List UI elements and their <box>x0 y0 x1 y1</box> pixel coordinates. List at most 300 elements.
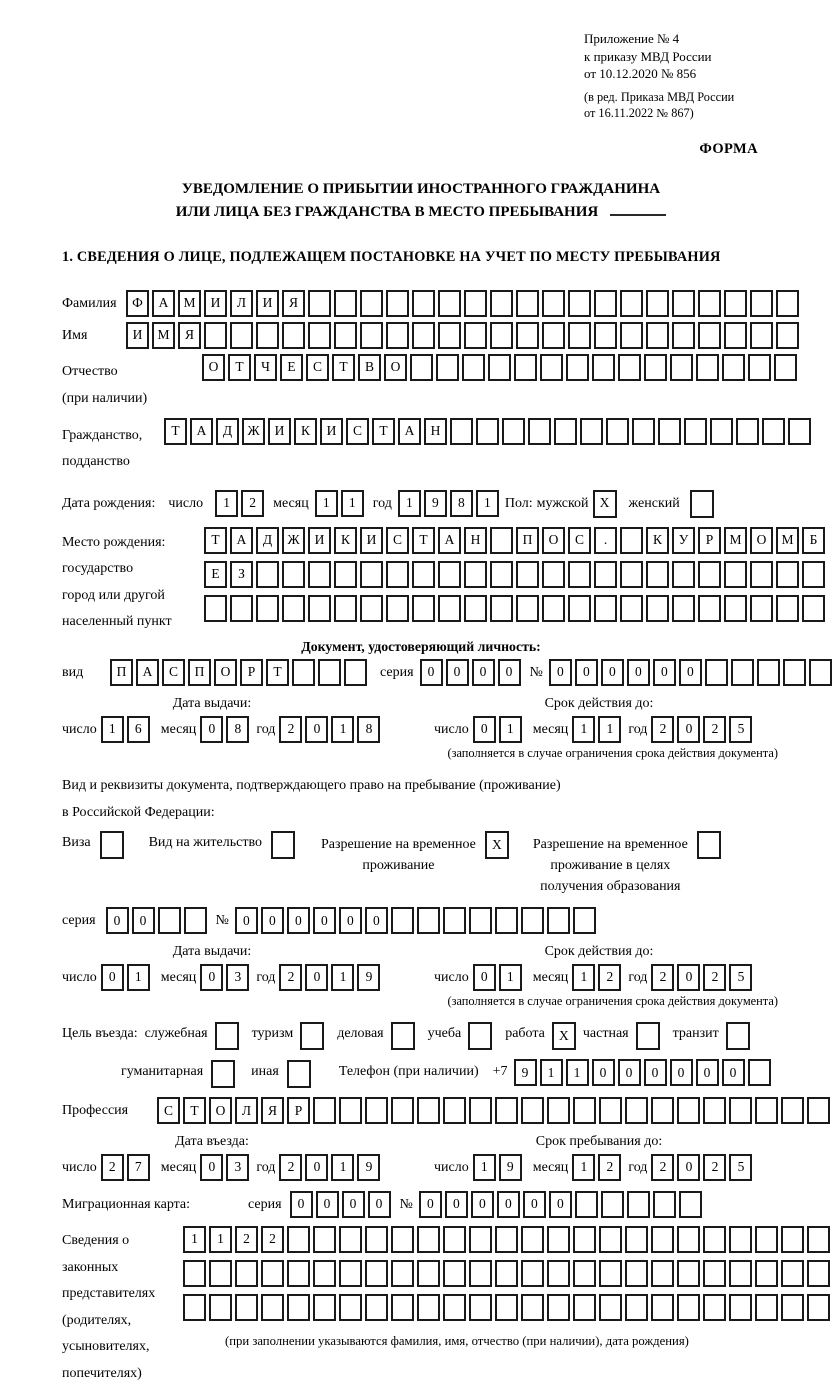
char-cell[interactable] <box>308 561 331 588</box>
char-cell[interactable]: 0 <box>313 907 336 934</box>
char-cell[interactable]: М <box>178 290 201 317</box>
char-cell[interactable] <box>158 907 181 934</box>
char-cell[interactable]: И <box>204 290 227 317</box>
char-cell[interactable]: 0 <box>287 907 310 934</box>
char-cell[interactable] <box>469 1260 492 1287</box>
char-cell[interactable]: Е <box>204 561 227 588</box>
char-cell[interactable] <box>599 1294 622 1321</box>
char-cell[interactable] <box>672 290 695 317</box>
char-cell[interactable] <box>698 561 721 588</box>
char-cell[interactable] <box>568 322 591 349</box>
char-cell[interactable] <box>644 354 667 381</box>
char-cell[interactable] <box>703 1260 726 1287</box>
char-cell[interactable] <box>282 322 305 349</box>
char-cell[interactable]: М <box>776 527 799 554</box>
char-cell[interactable] <box>469 1294 492 1321</box>
char-cell[interactable]: 0 <box>677 716 700 743</box>
char-cell[interactable] <box>313 1294 336 1321</box>
char-cell[interactable] <box>542 595 565 622</box>
char-cell[interactable] <box>547 1226 570 1253</box>
char-cell[interactable] <box>476 418 499 445</box>
char-cell[interactable]: Л <box>230 290 253 317</box>
char-cell[interactable] <box>618 354 641 381</box>
char-cell[interactable]: 8 <box>226 716 249 743</box>
char-cell[interactable]: 1 <box>183 1226 206 1253</box>
char-cell[interactable] <box>521 907 544 934</box>
char-cell[interactable] <box>809 659 832 686</box>
char-cell[interactable]: 2 <box>703 964 726 991</box>
char-cell[interactable] <box>651 1260 674 1287</box>
char-cell[interactable] <box>261 1260 284 1287</box>
char-cell[interactable] <box>547 1260 570 1287</box>
char-cell[interactable] <box>339 1260 362 1287</box>
char-cell[interactable] <box>235 1294 258 1321</box>
checkbox[interactable] <box>211 1060 235 1088</box>
char-cell[interactable]: Н <box>424 418 447 445</box>
char-cell[interactable] <box>748 1059 771 1086</box>
char-cell[interactable]: 2 <box>241 490 264 517</box>
char-cell[interactable] <box>495 1226 518 1253</box>
char-cell[interactable] <box>417 1294 440 1321</box>
char-cell[interactable]: 0 <box>497 1191 520 1218</box>
char-cell[interactable]: 2 <box>279 964 302 991</box>
char-cell[interactable] <box>436 354 459 381</box>
char-cell[interactable]: 0 <box>235 907 258 934</box>
char-cell[interactable] <box>438 561 461 588</box>
char-cell[interactable] <box>802 595 825 622</box>
char-cell[interactable] <box>516 322 539 349</box>
char-cell[interactable] <box>750 322 773 349</box>
char-cell[interactable]: Ф <box>126 290 149 317</box>
char-cell[interactable]: Т <box>183 1097 206 1124</box>
char-cell[interactable]: 2 <box>651 964 674 991</box>
char-cell[interactable] <box>722 354 745 381</box>
char-cell[interactable] <box>339 1294 362 1321</box>
char-cell[interactable] <box>542 290 565 317</box>
char-cell[interactable] <box>464 290 487 317</box>
char-cell[interactable] <box>209 1294 232 1321</box>
char-cell[interactable] <box>580 418 603 445</box>
char-cell[interactable]: 1 <box>209 1226 232 1253</box>
char-cell[interactable]: 2 <box>101 1154 124 1181</box>
char-cell[interactable]: Т <box>228 354 251 381</box>
char-cell[interactable] <box>412 290 435 317</box>
char-cell[interactable]: П <box>188 659 211 686</box>
char-cell[interactable]: 1 <box>499 716 522 743</box>
char-cell[interactable]: 0 <box>290 1191 313 1218</box>
char-cell[interactable] <box>386 322 409 349</box>
char-cell[interactable] <box>705 659 728 686</box>
char-cell[interactable] <box>670 354 693 381</box>
char-cell[interactable] <box>620 595 643 622</box>
char-cell[interactable] <box>339 1226 362 1253</box>
char-cell[interactable] <box>287 1226 310 1253</box>
char-cell[interactable] <box>807 1260 830 1287</box>
char-cell[interactable] <box>802 561 825 588</box>
char-cell[interactable]: 1 <box>473 1154 496 1181</box>
char-cell[interactable]: Т <box>332 354 355 381</box>
char-cell[interactable]: 0 <box>677 964 700 991</box>
char-cell[interactable]: 2 <box>651 716 674 743</box>
char-cell[interactable] <box>365 1097 388 1124</box>
char-cell[interactable] <box>540 354 563 381</box>
char-cell[interactable] <box>755 1260 778 1287</box>
char-cell[interactable] <box>755 1097 778 1124</box>
char-cell[interactable] <box>542 561 565 588</box>
char-cell[interactable]: Р <box>287 1097 310 1124</box>
char-cell[interactable] <box>599 1260 622 1287</box>
char-cell[interactable] <box>651 1294 674 1321</box>
char-cell[interactable]: 0 <box>618 1059 641 1086</box>
char-cell[interactable]: 0 <box>498 659 521 686</box>
char-cell[interactable]: А <box>136 659 159 686</box>
char-cell[interactable] <box>696 354 719 381</box>
char-cell[interactable] <box>748 354 771 381</box>
char-cell[interactable] <box>438 595 461 622</box>
char-cell[interactable]: Т <box>412 527 435 554</box>
char-cell[interactable] <box>573 1294 596 1321</box>
char-cell[interactable] <box>807 1294 830 1321</box>
char-cell[interactable] <box>547 1097 570 1124</box>
char-cell[interactable]: 5 <box>729 1154 752 1181</box>
char-cell[interactable] <box>488 354 511 381</box>
char-cell[interactable]: И <box>256 290 279 317</box>
char-cell[interactable]: С <box>346 418 369 445</box>
char-cell[interactable]: 0 <box>592 1059 615 1086</box>
char-cell[interactable]: 2 <box>261 1226 284 1253</box>
char-cell[interactable]: 0 <box>368 1191 391 1218</box>
char-cell[interactable] <box>620 561 643 588</box>
char-cell[interactable]: А <box>190 418 213 445</box>
char-cell[interactable] <box>599 1097 622 1124</box>
char-cell[interactable] <box>788 418 811 445</box>
char-cell[interactable]: 2 <box>279 716 302 743</box>
char-cell[interactable] <box>568 595 591 622</box>
char-cell[interactable]: 1 <box>215 490 238 517</box>
char-cell[interactable]: О <box>202 354 225 381</box>
char-cell[interactable]: 0 <box>471 1191 494 1218</box>
char-cell[interactable] <box>573 1260 596 1287</box>
char-cell[interactable]: Т <box>204 527 227 554</box>
char-cell[interactable] <box>235 1260 258 1287</box>
char-cell[interactable] <box>495 1097 518 1124</box>
char-cell[interactable]: 2 <box>598 964 621 991</box>
char-cell[interactable] <box>495 1294 518 1321</box>
char-cell[interactable]: 0 <box>670 1059 693 1086</box>
char-cell[interactable]: Ж <box>282 527 305 554</box>
char-cell[interactable]: 0 <box>653 659 676 686</box>
char-cell[interactable]: Т <box>266 659 289 686</box>
char-cell[interactable] <box>703 1294 726 1321</box>
checkbox[interactable] <box>726 1022 750 1050</box>
char-cell[interactable]: И <box>126 322 149 349</box>
char-cell[interactable] <box>412 322 435 349</box>
char-cell[interactable]: 1 <box>572 716 595 743</box>
char-cell[interactable]: 0 <box>473 716 496 743</box>
char-cell[interactable] <box>547 907 570 934</box>
char-cell[interactable] <box>625 1226 648 1253</box>
char-cell[interactable] <box>282 561 305 588</box>
char-cell[interactable]: 0 <box>339 907 362 934</box>
char-cell[interactable] <box>677 1097 700 1124</box>
char-cell[interactable]: С <box>162 659 185 686</box>
char-cell[interactable] <box>334 561 357 588</box>
char-cell[interactable]: О <box>214 659 237 686</box>
char-cell[interactable] <box>282 595 305 622</box>
char-cell[interactable] <box>308 322 331 349</box>
char-cell[interactable] <box>646 561 669 588</box>
char-cell[interactable] <box>230 322 253 349</box>
char-cell[interactable]: 9 <box>499 1154 522 1181</box>
char-cell[interactable] <box>443 907 466 934</box>
char-cell[interactable] <box>490 290 513 317</box>
char-cell[interactable] <box>620 527 643 554</box>
char-cell[interactable]: Д <box>216 418 239 445</box>
char-cell[interactable] <box>750 595 773 622</box>
char-cell[interactable]: 0 <box>200 964 223 991</box>
char-cell[interactable] <box>677 1294 700 1321</box>
char-cell[interactable] <box>776 322 799 349</box>
char-cell[interactable] <box>698 595 721 622</box>
char-cell[interactable] <box>781 1260 804 1287</box>
char-cell[interactable]: 0 <box>523 1191 546 1218</box>
char-cell[interactable] <box>568 561 591 588</box>
char-cell[interactable] <box>308 290 331 317</box>
char-cell[interactable] <box>514 354 537 381</box>
char-cell[interactable] <box>386 290 409 317</box>
char-cell[interactable]: 0 <box>420 659 443 686</box>
char-cell[interactable]: 8 <box>357 716 380 743</box>
char-cell[interactable]: Н <box>464 527 487 554</box>
char-cell[interactable] <box>547 1294 570 1321</box>
char-cell[interactable]: К <box>294 418 317 445</box>
char-cell[interactable] <box>781 1226 804 1253</box>
char-cell[interactable]: 5 <box>729 716 752 743</box>
char-cell[interactable] <box>592 354 615 381</box>
char-cell[interactable]: 2 <box>703 716 726 743</box>
char-cell[interactable]: И <box>308 527 331 554</box>
char-cell[interactable]: К <box>646 527 669 554</box>
char-cell[interactable] <box>230 595 253 622</box>
char-cell[interactable] <box>521 1260 544 1287</box>
checkbox[interactable] <box>391 1022 415 1050</box>
char-cell[interactable] <box>632 418 655 445</box>
char-cell[interactable]: И <box>268 418 291 445</box>
char-cell[interactable] <box>521 1097 544 1124</box>
char-cell[interactable] <box>469 1097 492 1124</box>
char-cell[interactable] <box>334 322 357 349</box>
char-cell[interactable]: Я <box>282 290 305 317</box>
char-cell[interactable]: 1 <box>341 490 364 517</box>
char-cell[interactable] <box>184 907 207 934</box>
char-cell[interactable] <box>729 1226 752 1253</box>
char-cell[interactable] <box>292 659 315 686</box>
char-cell[interactable]: О <box>542 527 565 554</box>
char-cell[interactable] <box>438 290 461 317</box>
char-cell[interactable]: 0 <box>305 964 328 991</box>
char-cell[interactable] <box>757 659 780 686</box>
char-cell[interactable]: 1 <box>127 964 150 991</box>
char-cell[interactable]: 9 <box>357 1154 380 1181</box>
char-cell[interactable]: 0 <box>445 1191 468 1218</box>
char-cell[interactable]: А <box>152 290 175 317</box>
char-cell[interactable]: Л <box>235 1097 258 1124</box>
char-cell[interactable] <box>573 1097 596 1124</box>
char-cell[interactable]: 1 <box>566 1059 589 1086</box>
char-cell[interactable] <box>360 322 383 349</box>
char-cell[interactable]: Я <box>178 322 201 349</box>
char-cell[interactable] <box>412 595 435 622</box>
char-cell[interactable] <box>464 322 487 349</box>
char-cell[interactable] <box>554 418 577 445</box>
char-cell[interactable] <box>724 290 747 317</box>
char-cell[interactable]: 1 <box>331 1154 354 1181</box>
char-cell[interactable] <box>783 659 806 686</box>
char-cell[interactable] <box>620 290 643 317</box>
char-cell[interactable] <box>502 418 525 445</box>
char-cell[interactable] <box>495 1260 518 1287</box>
char-cell[interactable]: 0 <box>305 716 328 743</box>
char-cell[interactable] <box>542 322 565 349</box>
checkbox[interactable] <box>690 490 714 518</box>
char-cell[interactable] <box>729 1097 752 1124</box>
char-cell[interactable] <box>417 1226 440 1253</box>
char-cell[interactable] <box>625 1097 648 1124</box>
char-cell[interactable] <box>417 1097 440 1124</box>
char-cell[interactable] <box>360 595 383 622</box>
char-cell[interactable] <box>651 1226 674 1253</box>
checkbox[interactable] <box>697 831 721 859</box>
char-cell[interactable]: С <box>386 527 409 554</box>
char-cell[interactable] <box>386 561 409 588</box>
char-cell[interactable]: 0 <box>261 907 284 934</box>
char-cell[interactable]: П <box>110 659 133 686</box>
char-cell[interactable]: 8 <box>450 490 473 517</box>
char-cell[interactable] <box>209 1260 232 1287</box>
char-cell[interactable]: А <box>438 527 461 554</box>
char-cell[interactable] <box>677 1260 700 1287</box>
char-cell[interactable] <box>287 1260 310 1287</box>
char-cell[interactable] <box>781 1294 804 1321</box>
char-cell[interactable] <box>528 418 551 445</box>
char-cell[interactable] <box>391 1097 414 1124</box>
char-cell[interactable] <box>261 1294 284 1321</box>
char-cell[interactable] <box>183 1294 206 1321</box>
char-cell[interactable]: 0 <box>316 1191 339 1218</box>
char-cell[interactable]: 0 <box>627 659 650 686</box>
char-cell[interactable] <box>438 322 461 349</box>
char-cell[interactable] <box>625 1294 648 1321</box>
char-cell[interactable] <box>653 1191 676 1218</box>
char-cell[interactable] <box>672 561 695 588</box>
char-cell[interactable] <box>516 561 539 588</box>
char-cell[interactable]: 2 <box>235 1226 258 1253</box>
char-cell[interactable] <box>464 595 487 622</box>
char-cell[interactable]: С <box>157 1097 180 1124</box>
char-cell[interactable] <box>386 595 409 622</box>
char-cell[interactable] <box>710 418 733 445</box>
char-cell[interactable]: 0 <box>200 716 223 743</box>
char-cell[interactable]: 9 <box>357 964 380 991</box>
char-cell[interactable]: А <box>230 527 253 554</box>
char-cell[interactable] <box>575 1191 598 1218</box>
char-cell[interactable] <box>594 561 617 588</box>
char-cell[interactable]: Р <box>698 527 721 554</box>
char-cell[interactable]: 0 <box>200 1154 223 1181</box>
char-cell[interactable] <box>774 354 797 381</box>
char-cell[interactable] <box>256 561 279 588</box>
char-cell[interactable]: И <box>320 418 343 445</box>
char-cell[interactable] <box>417 1260 440 1287</box>
char-cell[interactable] <box>594 290 617 317</box>
char-cell[interactable] <box>410 354 433 381</box>
char-cell[interactable] <box>776 290 799 317</box>
char-cell[interactable]: 0 <box>132 907 155 934</box>
char-cell[interactable] <box>750 290 773 317</box>
char-cell[interactable] <box>627 1191 650 1218</box>
char-cell[interactable] <box>360 561 383 588</box>
char-cell[interactable]: 1 <box>315 490 338 517</box>
char-cell[interactable] <box>495 907 518 934</box>
char-cell[interactable]: 0 <box>342 1191 365 1218</box>
char-cell[interactable]: 3 <box>226 964 249 991</box>
char-cell[interactable] <box>287 1294 310 1321</box>
char-cell[interactable] <box>339 1097 362 1124</box>
char-cell[interactable]: У <box>672 527 695 554</box>
char-cell[interactable] <box>256 595 279 622</box>
checkbox[interactable]: X <box>552 1022 576 1050</box>
char-cell[interactable]: М <box>724 527 747 554</box>
char-cell[interactable] <box>672 595 695 622</box>
char-cell[interactable] <box>594 322 617 349</box>
char-cell[interactable]: 0 <box>419 1191 442 1218</box>
char-cell[interactable]: 9 <box>424 490 447 517</box>
char-cell[interactable] <box>313 1226 336 1253</box>
char-cell[interactable] <box>490 595 513 622</box>
char-cell[interactable] <box>724 595 747 622</box>
char-cell[interactable]: 0 <box>575 659 598 686</box>
char-cell[interactable]: 0 <box>696 1059 719 1086</box>
char-cell[interactable] <box>601 1191 624 1218</box>
char-cell[interactable] <box>450 418 473 445</box>
char-cell[interactable]: 0 <box>446 659 469 686</box>
char-cell[interactable]: 0 <box>644 1059 667 1086</box>
checkbox[interactable] <box>468 1022 492 1050</box>
char-cell[interactable] <box>417 907 440 934</box>
char-cell[interactable] <box>464 561 487 588</box>
char-cell[interactable] <box>365 1260 388 1287</box>
char-cell[interactable] <box>521 1226 544 1253</box>
char-cell[interactable] <box>360 290 383 317</box>
char-cell[interactable]: Ч <box>254 354 277 381</box>
char-cell[interactable]: П <box>516 527 539 554</box>
char-cell[interactable] <box>599 1226 622 1253</box>
char-cell[interactable] <box>566 354 589 381</box>
char-cell[interactable]: О <box>209 1097 232 1124</box>
char-cell[interactable]: С <box>306 354 329 381</box>
char-cell[interactable] <box>807 1097 830 1124</box>
char-cell[interactable] <box>183 1260 206 1287</box>
char-cell[interactable]: К <box>334 527 357 554</box>
char-cell[interactable] <box>391 1294 414 1321</box>
char-cell[interactable] <box>646 322 669 349</box>
char-cell[interactable]: 0 <box>473 964 496 991</box>
char-cell[interactable] <box>658 418 681 445</box>
char-cell[interactable] <box>625 1260 648 1287</box>
char-cell[interactable] <box>490 322 513 349</box>
char-cell[interactable] <box>729 1294 752 1321</box>
char-cell[interactable] <box>568 290 591 317</box>
